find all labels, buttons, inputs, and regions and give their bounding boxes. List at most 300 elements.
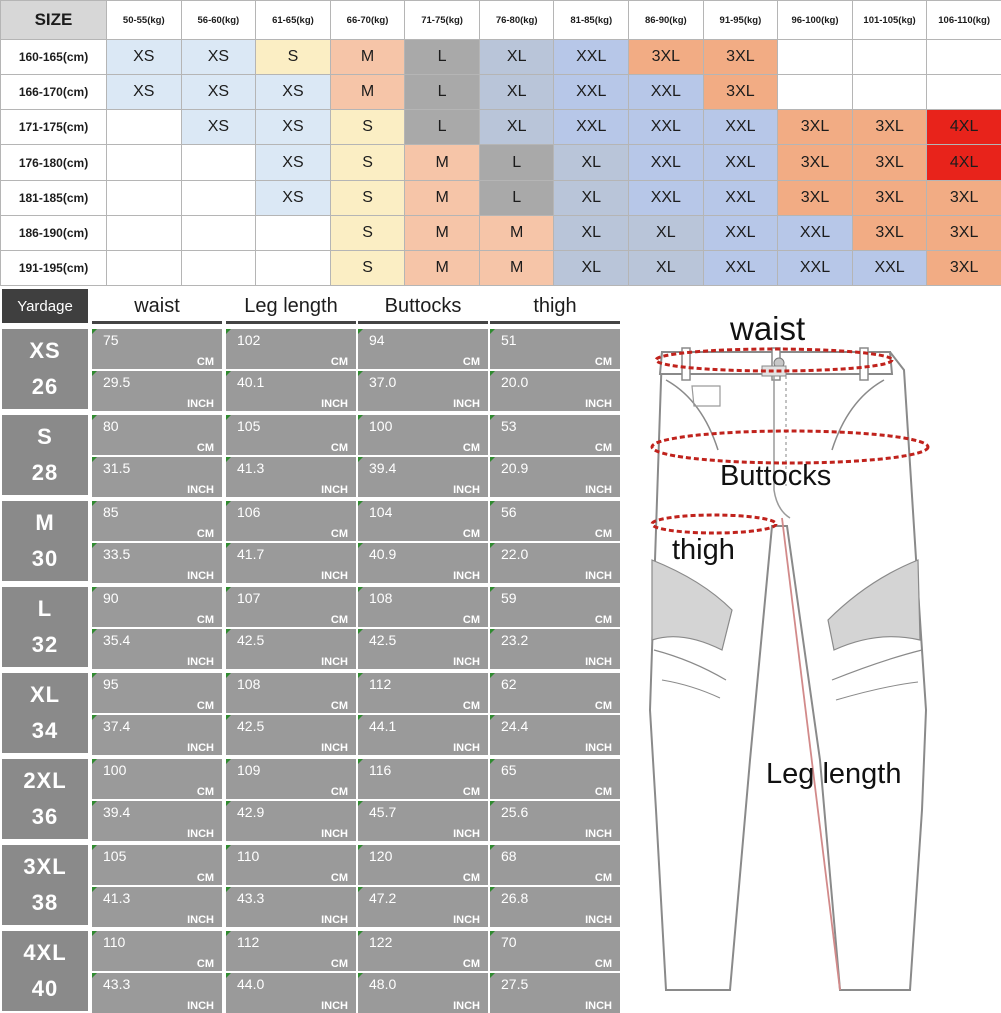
- inch-unit-label: INCH: [321, 742, 348, 754]
- inch-value: 41.3: [103, 890, 130, 906]
- corner-marker: [490, 973, 495, 978]
- size-cell: XXL: [629, 110, 704, 145]
- corner-marker: [358, 501, 363, 506]
- corner-marker: [92, 973, 97, 978]
- cm-unit-label: CM: [197, 442, 214, 454]
- inch-value: 27.5: [501, 976, 528, 992]
- inch-value: 25.6: [501, 804, 528, 820]
- cm-value: 95: [103, 676, 119, 692]
- corner-marker: [490, 715, 495, 720]
- cm-value-cell: [226, 587, 356, 627]
- cm-value-cell: [490, 845, 620, 885]
- cm-value: 116: [369, 762, 391, 778]
- inch-value-cell: [490, 543, 620, 583]
- inch-value: 29.5: [103, 374, 130, 390]
- inch-value-cell: [490, 715, 620, 755]
- size-cell: M: [330, 75, 405, 110]
- corner-marker: [92, 673, 97, 678]
- size-cell: XXL: [852, 250, 927, 285]
- inch-value: 39.4: [103, 804, 130, 820]
- size-chart-table: [0, 0, 1001, 286]
- size-cell: XXL: [554, 110, 629, 145]
- cm-value: 70: [501, 934, 517, 950]
- inch-value-cell: [490, 371, 620, 411]
- inch-unit-label: INCH: [453, 484, 480, 496]
- corner-marker: [358, 371, 363, 376]
- inch-value-cell: [226, 801, 356, 841]
- size-cell: [778, 40, 853, 75]
- size-cell: [181, 215, 256, 250]
- size-cell: [256, 215, 331, 250]
- size-cell: XS: [256, 145, 331, 180]
- cm-value: 80: [103, 418, 119, 434]
- cm-value-cell: [92, 931, 222, 971]
- cm-value: 105: [103, 848, 126, 864]
- size-cell: M: [405, 215, 480, 250]
- cm-unit-label: CM: [331, 872, 348, 884]
- corner-marker: [490, 587, 495, 592]
- inch-unit-label: INCH: [187, 398, 214, 410]
- size-cell: L: [405, 75, 480, 110]
- waist-number: 34: [32, 713, 58, 749]
- size-cell: XL: [554, 215, 629, 250]
- size-name: L: [38, 591, 52, 627]
- weight-header: 56-60(kg): [181, 1, 256, 40]
- corner-marker: [92, 931, 97, 936]
- corner-marker: [358, 457, 363, 462]
- size-cell: XS: [256, 180, 331, 215]
- corner-marker: [490, 931, 495, 936]
- corner-marker: [92, 887, 97, 892]
- size-cell: XL: [554, 250, 629, 285]
- cm-value: 108: [237, 676, 260, 692]
- corner-marker: [226, 371, 231, 376]
- size-name: 3XL: [23, 849, 66, 885]
- inch-value: 20.9: [501, 460, 528, 476]
- inch-unit-label: INCH: [321, 828, 348, 840]
- size-cell: XXL: [703, 180, 778, 215]
- size-cell: 3XL: [703, 40, 778, 75]
- corner-marker: [226, 845, 231, 850]
- inch-value-cell: [358, 543, 488, 583]
- corner-marker: [226, 759, 231, 764]
- size-cell: S: [330, 180, 405, 215]
- size-table-row: [1, 145, 1001, 180]
- inch-unit-label: INCH: [187, 656, 214, 668]
- size-cell: XL: [554, 180, 629, 215]
- cm-value-cell: [226, 673, 356, 713]
- waist-number: 26: [32, 369, 58, 405]
- weight-header: 96-100(kg): [778, 1, 853, 40]
- pants-illustration: [622, 290, 1000, 1001]
- corner-marker: [358, 629, 363, 634]
- size-cell: [181, 145, 256, 180]
- size-cell: [256, 250, 331, 285]
- yardage-header: Yardage: [2, 289, 88, 323]
- cm-value-cell: [490, 673, 620, 713]
- inch-value-cell: [358, 973, 488, 1013]
- corner-marker: [490, 501, 495, 506]
- size-cell: XXL: [629, 180, 704, 215]
- weight-header: 71-75(kg): [405, 1, 480, 40]
- size-cell: XXL: [703, 145, 778, 180]
- cm-unit-label: CM: [463, 528, 480, 540]
- size-cell: [107, 250, 182, 285]
- cm-unit-label: CM: [595, 356, 612, 368]
- size-cell: 3XL: [778, 110, 853, 145]
- inch-value-cell: [358, 629, 488, 669]
- cm-value: 122: [369, 934, 392, 950]
- height-range: 171-175(cm): [1, 110, 107, 145]
- inch-value-cell: [92, 801, 222, 841]
- size-name: 4XL: [23, 935, 66, 971]
- weight-header: 66-70(kg): [330, 1, 405, 40]
- cm-value-cell: [490, 587, 620, 627]
- corner-marker: [92, 845, 97, 850]
- cm-unit-label: CM: [197, 786, 214, 798]
- corner-marker: [490, 845, 495, 850]
- inch-value-cell: [358, 801, 488, 841]
- cm-unit-label: CM: [463, 786, 480, 798]
- cm-value-cell: [226, 759, 356, 799]
- cm-unit-label: CM: [463, 872, 480, 884]
- cm-value-cell: [92, 329, 222, 369]
- cm-value: 112: [237, 934, 259, 950]
- size-cell: [107, 215, 182, 250]
- inch-unit-label: INCH: [187, 570, 214, 582]
- size-cell: L: [405, 110, 480, 145]
- cm-value: 90: [103, 590, 119, 606]
- cm-unit-label: CM: [197, 872, 214, 884]
- size-cell: [852, 75, 927, 110]
- size-cell: 3XL: [852, 110, 927, 145]
- corner-marker: [490, 759, 495, 764]
- size-cell: M: [405, 145, 480, 180]
- inch-unit-label: INCH: [585, 398, 612, 410]
- inch-value: 40.9: [369, 546, 396, 562]
- inch-value: 40.1: [237, 374, 264, 390]
- size-name: 2XL: [23, 763, 66, 799]
- inch-value: 37.0: [369, 374, 396, 390]
- corner-marker: [358, 587, 363, 592]
- corner-marker: [358, 801, 363, 806]
- corner-marker: [92, 759, 97, 764]
- cm-unit-label: CM: [197, 356, 214, 368]
- size-cell: 3XL: [927, 180, 1001, 215]
- inch-value-cell: [358, 887, 488, 927]
- size-table-row: [1, 215, 1001, 250]
- size-table-row: [1, 75, 1001, 110]
- size-cell: S: [256, 40, 331, 75]
- size-cell: XS: [107, 40, 182, 75]
- inch-value: 37.4: [103, 718, 130, 734]
- corner-marker: [358, 715, 363, 720]
- cm-value-cell: [226, 501, 356, 541]
- corner-marker: [358, 973, 363, 978]
- weight-header: 81-85(kg): [554, 1, 629, 40]
- size-table-header-row: [1, 1, 1001, 40]
- cm-value-cell: [490, 931, 620, 971]
- height-range: 186-190(cm): [1, 215, 107, 250]
- corner-marker: [226, 501, 231, 506]
- height-range: 181-185(cm): [1, 180, 107, 215]
- inch-value: 33.5: [103, 546, 130, 562]
- size-cell: S: [330, 145, 405, 180]
- height-range: 191-195(cm): [1, 250, 107, 285]
- weight-header: 50-55(kg): [107, 1, 182, 40]
- inch-unit-label: INCH: [453, 656, 480, 668]
- corner-marker: [226, 629, 231, 634]
- size-cell: 3XL: [927, 215, 1001, 250]
- inch-value: 26.8: [501, 890, 528, 906]
- cm-unit-label: CM: [331, 786, 348, 798]
- cm-value-cell: [490, 329, 620, 369]
- size-table-row: [1, 110, 1001, 145]
- waist-label: waist: [730, 310, 805, 348]
- yardage-size-cell: [2, 931, 88, 1011]
- size-cell: M: [405, 250, 480, 285]
- measure-column-header: thigh: [490, 292, 620, 324]
- cm-value-cell: [226, 415, 356, 455]
- inch-value-cell: [358, 371, 488, 411]
- size-cell: 3XL: [778, 145, 853, 180]
- cm-value: 94: [369, 332, 385, 348]
- corner-marker: [226, 931, 231, 936]
- corner-marker: [92, 457, 97, 462]
- cm-unit-label: CM: [331, 700, 348, 712]
- inch-unit-label: INCH: [453, 914, 480, 926]
- size-name: S: [37, 419, 53, 455]
- cm-unit-label: CM: [197, 958, 214, 970]
- inch-unit-label: INCH: [187, 828, 214, 840]
- inch-unit-label: INCH: [321, 1000, 348, 1012]
- corner-marker: [226, 973, 231, 978]
- corner-marker: [490, 543, 495, 548]
- size-cell: 3XL: [703, 75, 778, 110]
- inch-value: 44.0: [237, 976, 264, 992]
- corner-marker: [226, 543, 231, 548]
- size-name: M: [35, 505, 54, 541]
- inch-value: 39.4: [369, 460, 396, 476]
- inch-value: 42.5: [369, 632, 396, 648]
- inch-unit-label: INCH: [453, 570, 480, 582]
- inch-value: 45.7: [369, 804, 396, 820]
- cm-value-cell: [92, 759, 222, 799]
- inch-unit-label: INCH: [187, 914, 214, 926]
- corner-marker: [92, 329, 97, 334]
- inch-value-cell: [490, 973, 620, 1013]
- corner-marker: [490, 887, 495, 892]
- cm-unit-label: CM: [197, 528, 214, 540]
- corner-marker: [358, 845, 363, 850]
- pants-outline: [650, 352, 926, 990]
- cm-value: 100: [103, 762, 126, 778]
- size-cell: XS: [256, 75, 331, 110]
- cm-value: 106: [237, 504, 260, 520]
- inch-value: 48.0: [369, 976, 396, 992]
- cm-unit-label: CM: [595, 958, 612, 970]
- corner-marker: [226, 415, 231, 420]
- cm-unit-label: CM: [595, 442, 612, 454]
- cm-value: 109: [237, 762, 260, 778]
- inch-value: 44.1: [369, 718, 396, 734]
- inch-value-cell: [92, 973, 222, 1013]
- corner-marker: [92, 371, 97, 376]
- corner-marker: [490, 457, 495, 462]
- size-table-row: [1, 250, 1001, 285]
- inch-value: 24.4: [501, 718, 528, 734]
- inch-unit-label: INCH: [321, 914, 348, 926]
- corner-marker: [92, 629, 97, 634]
- cm-value-cell: [358, 845, 488, 885]
- corner-marker: [92, 715, 97, 720]
- size-cell: [927, 75, 1001, 110]
- waist-number: 38: [32, 885, 58, 921]
- waist-number: 30: [32, 541, 58, 577]
- corner-marker: [358, 759, 363, 764]
- leg-length-label: Leg length: [766, 758, 901, 791]
- size-cell: S: [330, 110, 405, 145]
- size-cell: XS: [181, 40, 256, 75]
- inch-unit-label: INCH: [321, 656, 348, 668]
- size-cell: S: [330, 215, 405, 250]
- cm-value: 110: [103, 934, 125, 950]
- weight-header: 106-110(kg): [927, 1, 1001, 40]
- cm-value-cell: [358, 673, 488, 713]
- cm-value-cell: [92, 673, 222, 713]
- inch-value: 42.5: [237, 632, 264, 648]
- cm-unit-label: CM: [595, 786, 612, 798]
- corner-marker: [358, 931, 363, 936]
- size-cell: XXL: [703, 215, 778, 250]
- cm-value-cell: [226, 931, 356, 971]
- size-cell: XL: [479, 40, 554, 75]
- inch-value-cell: [226, 457, 356, 497]
- inch-value: 41.3: [237, 460, 264, 476]
- size-cell: [107, 145, 182, 180]
- inch-value-cell: [92, 715, 222, 755]
- cm-value-cell: [358, 587, 488, 627]
- size-cell: 4XL: [927, 145, 1001, 180]
- inch-value: 43.3: [237, 890, 264, 906]
- cm-value-cell: [490, 759, 620, 799]
- cm-unit-label: CM: [595, 872, 612, 884]
- cm-value-cell: [92, 501, 222, 541]
- size-cell: 3XL: [629, 40, 704, 75]
- cm-unit-label: CM: [331, 958, 348, 970]
- size-cell: [927, 40, 1001, 75]
- corner-marker: [226, 887, 231, 892]
- inch-unit-label: INCH: [585, 742, 612, 754]
- cm-unit-label: CM: [463, 958, 480, 970]
- inch-value: 41.7: [237, 546, 264, 562]
- cm-unit-label: CM: [463, 356, 480, 368]
- cm-value-cell: [358, 931, 488, 971]
- inch-value-cell: [226, 715, 356, 755]
- corner-marker: [490, 801, 495, 806]
- inch-value-cell: [226, 887, 356, 927]
- size-cell: M: [330, 40, 405, 75]
- cm-value: 102: [237, 332, 260, 348]
- measure-column-header: Leg length: [226, 292, 356, 324]
- inch-unit-label: INCH: [453, 742, 480, 754]
- size-cell: [107, 180, 182, 215]
- cm-value-cell: [92, 587, 222, 627]
- cm-value: 104: [369, 504, 392, 520]
- height-range: 176-180(cm): [1, 145, 107, 180]
- corner-marker: [490, 673, 495, 678]
- cm-value-cell: [358, 501, 488, 541]
- inch-value-cell: [226, 973, 356, 1013]
- corner-marker: [92, 587, 97, 592]
- size-table-row: [1, 40, 1001, 75]
- cm-value-cell: [490, 501, 620, 541]
- cm-value: 120: [369, 848, 392, 864]
- inch-value-cell: [358, 457, 488, 497]
- measure-column-header: Buttocks: [358, 292, 488, 324]
- cm-unit-label: CM: [197, 614, 214, 626]
- yardage-size-cell: [2, 673, 88, 753]
- cm-value-cell: [358, 759, 488, 799]
- size-cell: XL: [629, 250, 704, 285]
- size-cell: [852, 40, 927, 75]
- size-cell: XXL: [554, 40, 629, 75]
- size-cell: 3XL: [927, 250, 1001, 285]
- size-corner-label: SIZE: [1, 1, 107, 40]
- size-cell: 3XL: [852, 180, 927, 215]
- size-cell: XXL: [778, 215, 853, 250]
- yardage-size-cell: [2, 845, 88, 925]
- cm-value-cell: [358, 329, 488, 369]
- size-cell: XL: [479, 75, 554, 110]
- size-cell: [181, 180, 256, 215]
- size-cell: S: [330, 250, 405, 285]
- cm-unit-label: CM: [197, 700, 214, 712]
- cm-value: 105: [237, 418, 260, 434]
- inch-unit-label: INCH: [585, 1000, 612, 1012]
- yardage-size-cell: [2, 415, 88, 495]
- corner-marker: [226, 801, 231, 806]
- corner-marker: [226, 673, 231, 678]
- inch-value-cell: [490, 801, 620, 841]
- size-name: XL: [30, 677, 60, 713]
- inch-unit-label: INCH: [187, 484, 214, 496]
- cm-value: 53: [501, 418, 517, 434]
- cm-unit-label: CM: [463, 442, 480, 454]
- inch-unit-label: INCH: [585, 570, 612, 582]
- cm-unit-label: CM: [331, 356, 348, 368]
- corner-marker: [358, 887, 363, 892]
- inch-unit-label: INCH: [585, 914, 612, 926]
- size-cell: XXL: [703, 250, 778, 285]
- inch-unit-label: INCH: [453, 1000, 480, 1012]
- cm-value-cell: [490, 415, 620, 455]
- cm-unit-label: CM: [595, 700, 612, 712]
- weight-header: 76-80(kg): [479, 1, 554, 40]
- inch-unit-label: INCH: [585, 828, 612, 840]
- weight-header: 86-90(kg): [629, 1, 704, 40]
- corner-marker: [358, 329, 363, 334]
- size-cell: [107, 110, 182, 145]
- corner-marker: [358, 415, 363, 420]
- size-cell: XXL: [554, 75, 629, 110]
- pants-diagram: [622, 290, 1000, 1001]
- cm-value-cell: [358, 415, 488, 455]
- measure-column-header: waist: [92, 292, 222, 324]
- waist-number: 28: [32, 455, 58, 491]
- cm-value-cell: [226, 845, 356, 885]
- cm-value: 65: [501, 762, 517, 778]
